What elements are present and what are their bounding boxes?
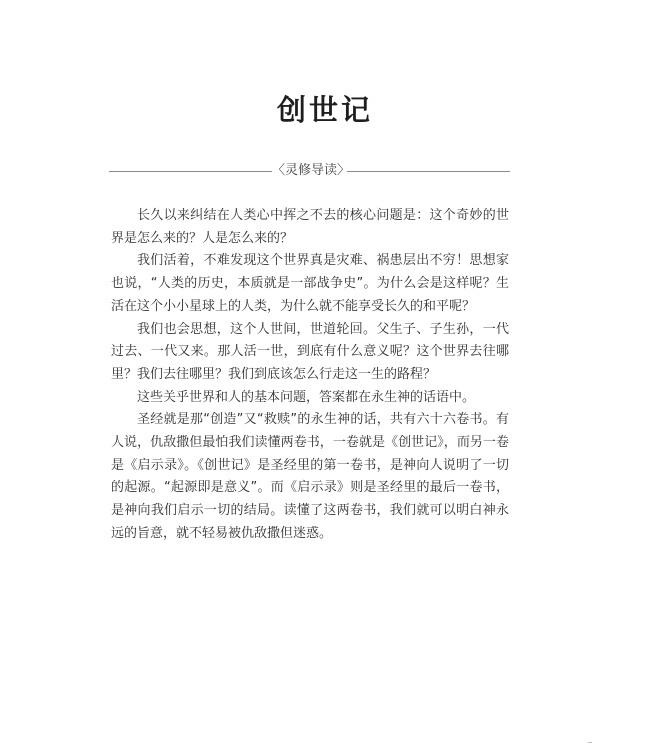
page-title: 创世记 — [276, 93, 373, 127]
section-label: 〈灵修导读〉 — [272, 163, 351, 178]
paragraph: 我们活着，不难发现这个世界真是灾难、祸患层出不穷！思想家也说，“人类的历史，本质就是一部战争史”。为什么会是这样呢？生活在这个小小星球上的人类，为什么就不能享受长久的和平呢？ — [111, 253, 509, 314]
divider-right — [347, 171, 510, 172]
paragraph: 这些关乎世界和人的基本问题，答案都在永生神的话语中。 — [137, 389, 476, 405]
section-header — [109, 160, 510, 182]
paragraph: 长久以来纠结在人类心中挥之不去的核心问题是：这个奇妙的世界是怎么来的？人是怎么来的？ — [111, 208, 509, 246]
page-corner-mark — [588, 742, 592, 743]
body-text — [111, 205, 509, 546]
paragraph: 我们也会思想，这个人世间，世道轮回。父生子、子生孙，一代过去、一代又来。那人活一世，到底有什么意义呢？这个世界去往哪里？我们去往哪里？我们到底该怎么行走这一生的路程？ — [111, 321, 509, 382]
divider-left — [109, 171, 272, 172]
paragraph: 圣经就是那“创造”又“救赎”的永生神的话，共有六十六卷书。有人说，仇敌撒但最怕我们读懂两卷书，一卷就是《创世记》，而另一卷是《启示录》。《创世记》是圣经里的第一卷书，是神向人说明了一切的起源。“起源即是意义”。而《启示录》则是圣经里的最后一卷书，是神向我们启示一切的结局。读懂了这两卷书，我们就可以明白神永远的旨意，就不轻易被仇敌撒但迷惑。 — [111, 412, 509, 541]
